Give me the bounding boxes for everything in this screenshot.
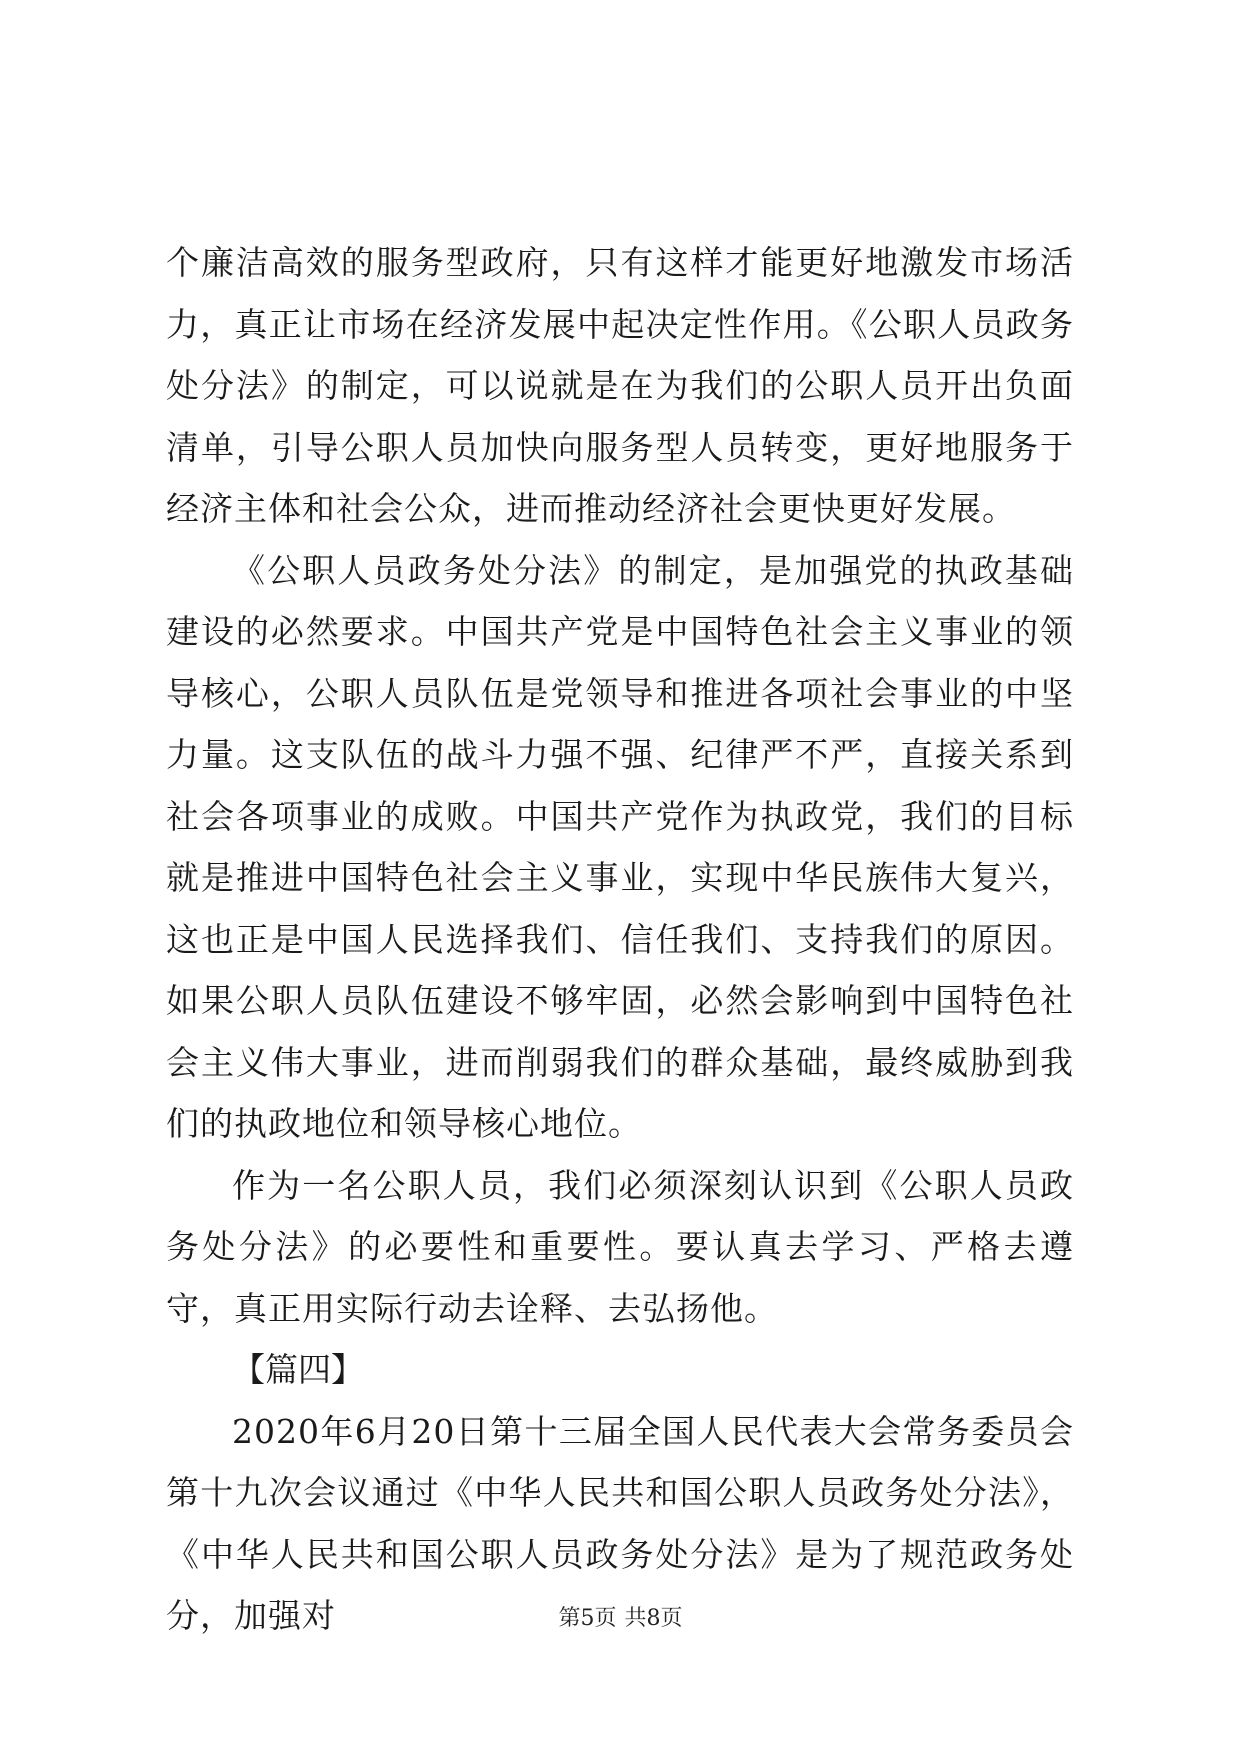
paragraph-4: 2020年6月20日第十三届全国人民代表大会常务委员会第十九次会议通过《中华人民共和国公职人员政务处分法》，《中华人民共和国公职人员政务处分法》是为了规范政务处分，加强对 (166, 1411, 1074, 1635)
paragraph-2: 《公职人员政务处分法》的制定，是加强党的执政基础建设的必然要求。中国共产党是中国特色社会主义事业的领导核心，公职人员队伍是党领导和推进各项社会事业的中坚力量。这支队伍的战斗力强不强、纪律严不严，直接关系到社会各项事业的成败。中国共产党作为执政党，我们的目标就是推进中国特色社会主义事业，实现中华民族伟大复兴，这也正是中国人民选择我们、信任我们、支持我们的原因。如果公职人员队伍建设不够牢固，必然会影响到中国特色社会主义伟大事业，进而削弱我们的群众基础，最终威胁到我们的执政地位和领导核心地位。 (166, 550, 1074, 1143)
page-footer (0, 1604, 1241, 1634)
paragraph-3: 作为一名公职人员，我们必须深刻认识到《公职人员政务处分法》的必要性和重要性。要认真去学习、严格去遵守，真正用实际行动去诠释、去弘扬他。 (166, 1165, 1074, 1328)
page-total: 共8页 (624, 1606, 683, 1631)
paragraph-1: 个廉洁高效的服务型政府，只有这样才能更好地激发市场活力，真正让市场在经济发展中起决定性作用。《公职人员政务处分法》的制定，可以说就是在为我们的公职人员开出负面清单，引导公职人员加快向服务型人员转变，更好地服务于经济主体和社会公众，进而推动经济社会更快更好发展。 (166, 243, 1074, 528)
document-body (166, 232, 1074, 1647)
page-number: 第5页 (558, 1606, 617, 1631)
section-heading: 【篇四】 (232, 1350, 364, 1389)
